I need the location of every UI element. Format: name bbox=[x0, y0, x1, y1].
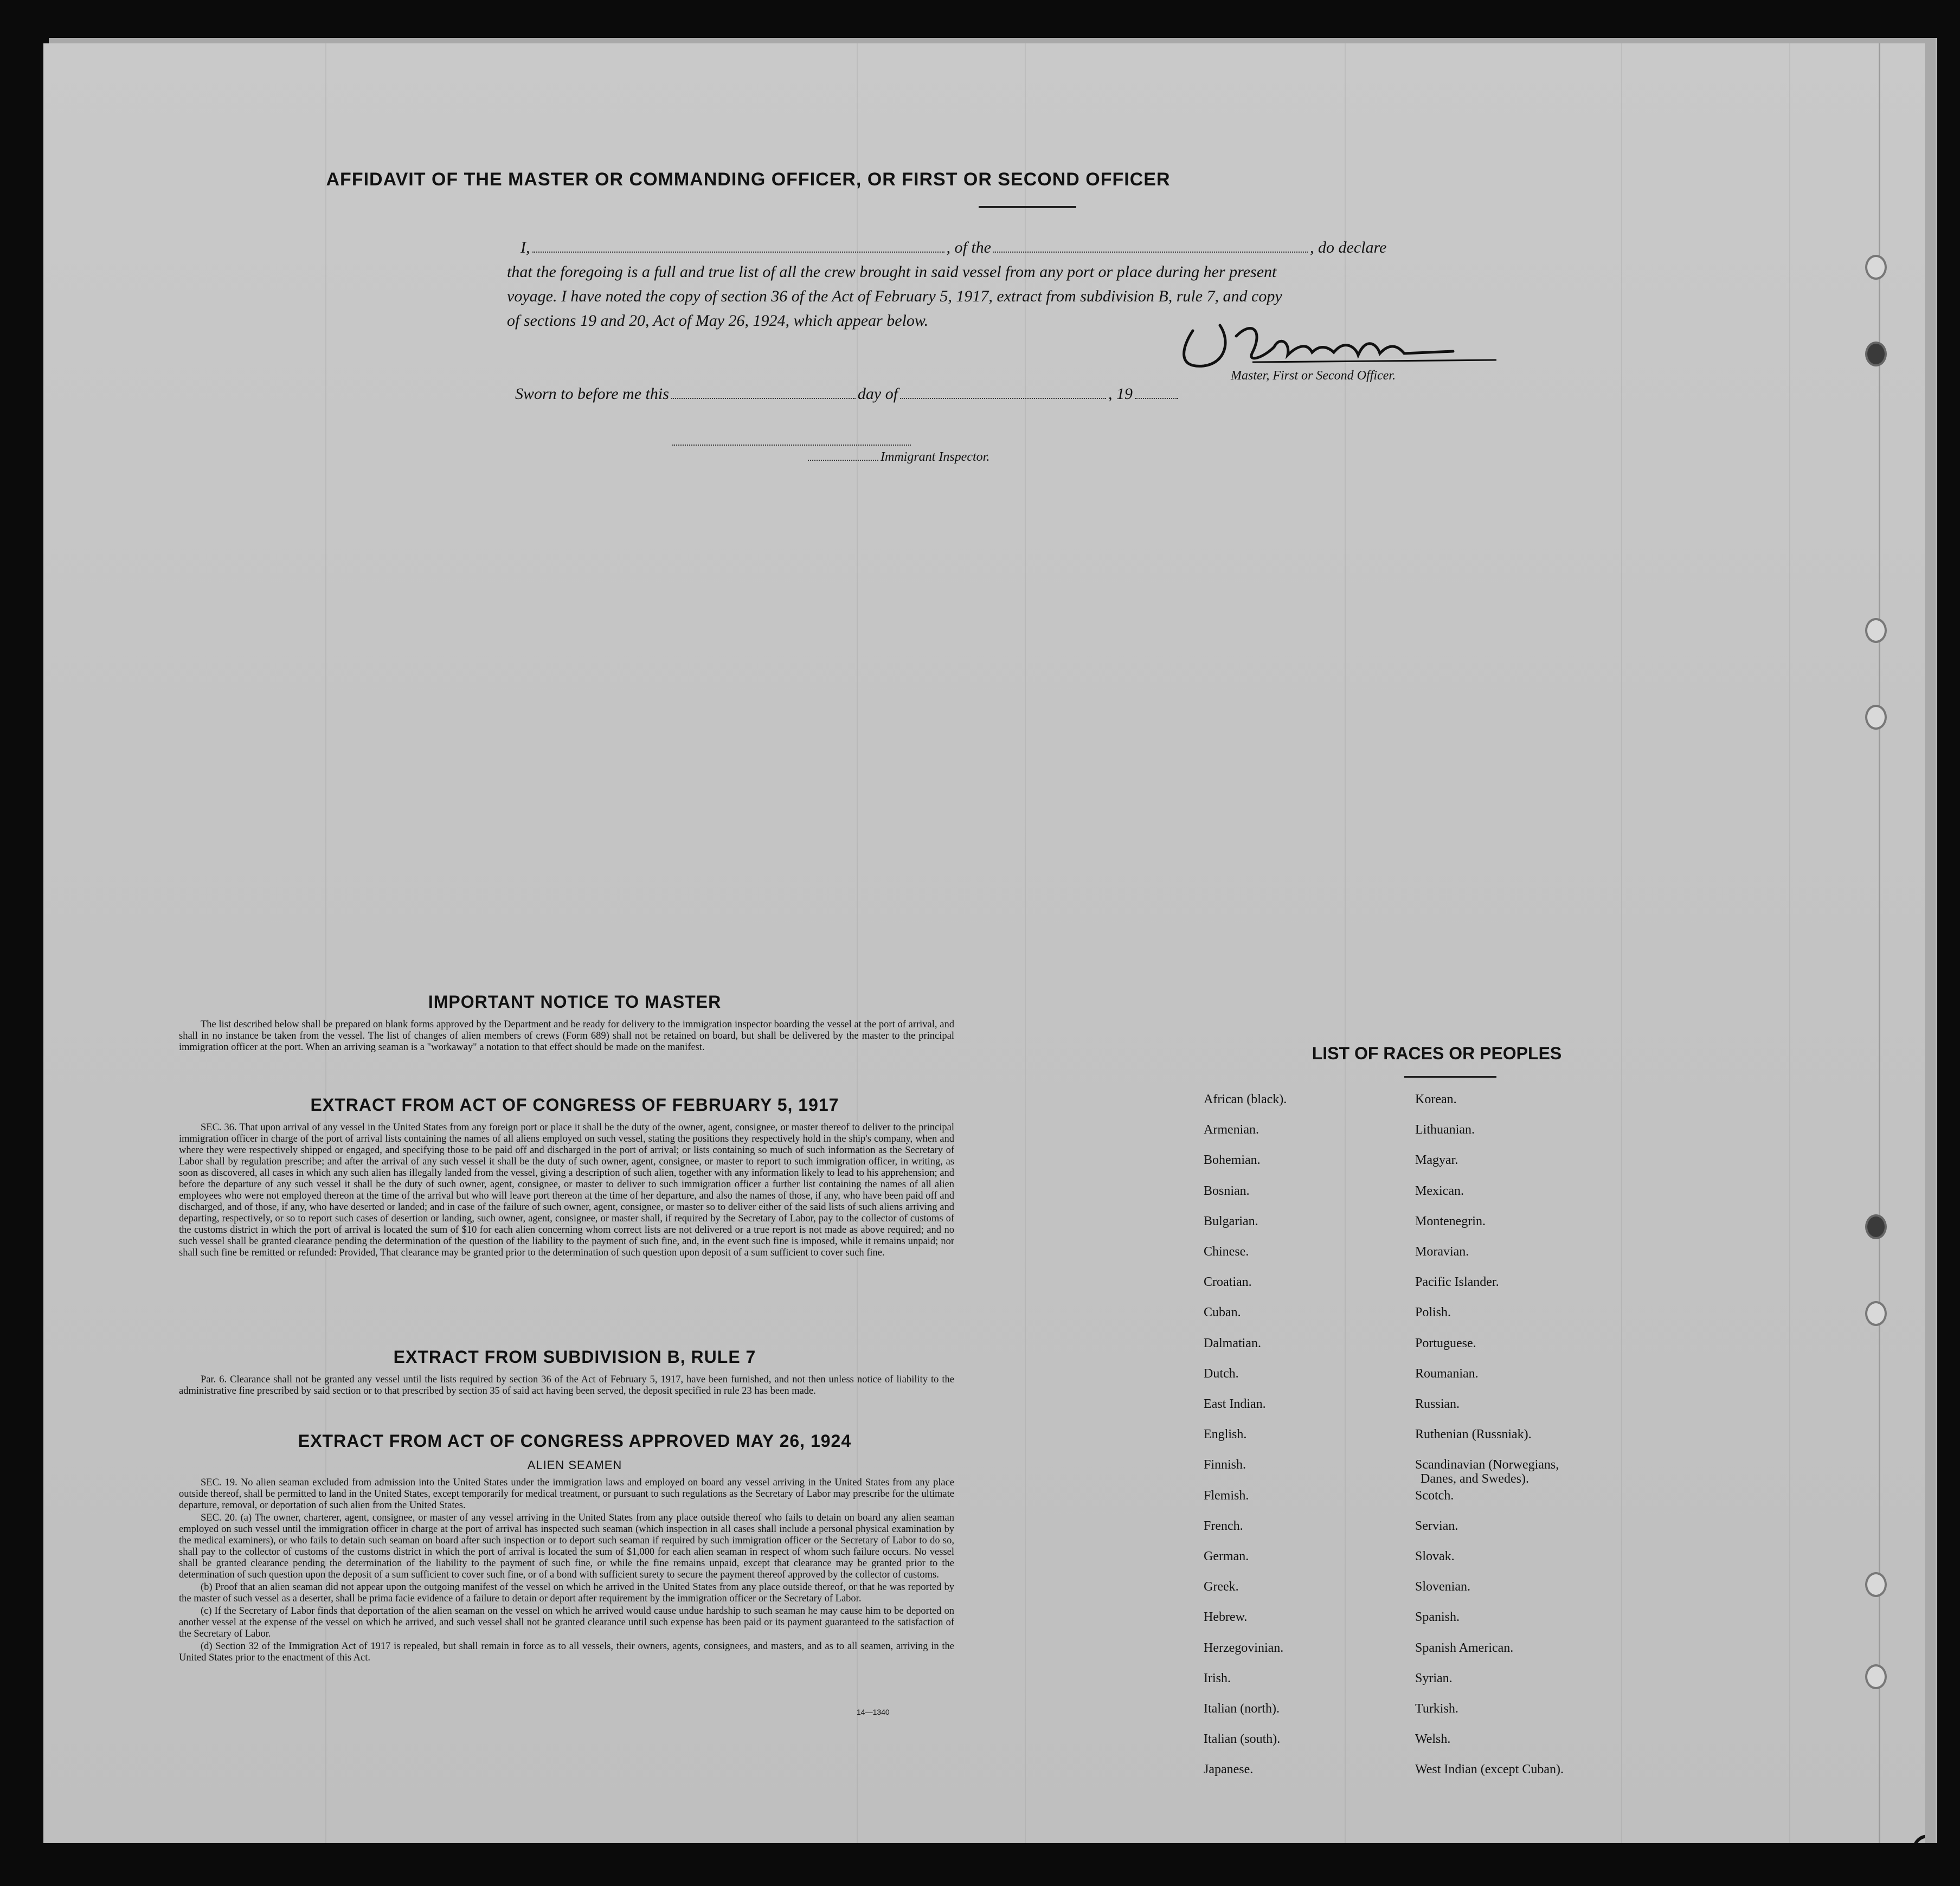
punch-hole bbox=[1865, 618, 1887, 643]
race-item: Chinese. bbox=[1204, 1245, 1249, 1259]
race-item: German. bbox=[1204, 1549, 1249, 1563]
inspector-caption bbox=[808, 450, 989, 465]
affidavit-declare: , do declare bbox=[1310, 239, 1387, 256]
race-item: Spanish American. bbox=[1415, 1640, 1514, 1655]
race-item: French. bbox=[1204, 1518, 1243, 1533]
bleed-through-line bbox=[1789, 43, 1790, 1843]
race-item: Herzegovinian. bbox=[1204, 1640, 1284, 1655]
race-item: Servian. bbox=[1415, 1518, 1458, 1533]
sworn-year: , 19 bbox=[1108, 385, 1133, 403]
race-item: Finnish. bbox=[1204, 1458, 1246, 1472]
inspector-caption-text: Immigrant Inspector. bbox=[881, 450, 990, 464]
race-item: Bosnian. bbox=[1204, 1183, 1250, 1198]
race-item: Korean. bbox=[1415, 1092, 1457, 1106]
punch-hole bbox=[1865, 1301, 1887, 1326]
race-item: Montenegrin. bbox=[1415, 1214, 1486, 1228]
race-item: English. bbox=[1204, 1427, 1247, 1442]
race-item: Mexican. bbox=[1415, 1183, 1464, 1198]
bleed-through-line bbox=[1345, 43, 1346, 1843]
race-item: Turkish. bbox=[1415, 1702, 1458, 1716]
race-item: African (black). bbox=[1204, 1092, 1287, 1106]
rule-7-paragraph: Par. 6. Clearance shall not be granted any vessel until the lists required by section 36 of the Act of February 5, 1917, have been furnished, and not then unless notice of liability to the administrative fine prescribed by said section or to that prescribed by section 35 of said act having been served, the deposit specified in rule 23 has been made. bbox=[179, 1374, 954, 1396]
punch-hole bbox=[1865, 705, 1887, 730]
section-19-paragraph: SEC. 19. No alien seaman excluded from admission into the United States under the immigration laws and employed on board any vessel arriving in the United States from any place outside thereof, shall be permitted to land in the United States, except temporarily for medical treatment, or pursuant to such regulations as the Secretary of Labor may prescribe for the ultimate departure, removal, or deportation of such alien from the United States. bbox=[179, 1477, 954, 1511]
notice-title: IMPORTANT NOTICE TO MASTER bbox=[428, 992, 722, 1012]
race-item: Welsh. bbox=[1415, 1732, 1451, 1747]
race-item: Slovenian. bbox=[1415, 1580, 1470, 1594]
section-20b-paragraph: (b) Proof that an alien seaman did not appear upon the outgoing manifest of the vessel on which he arrived in the United States from any place outside thereof, or that he was reported by the master of such vessel as a deserter, shall be prima facie evidence of a failure to detain or deport after requirement by the immigration officer or the Secretary of Labor. bbox=[179, 1582, 954, 1604]
rule-7-text bbox=[179, 1374, 954, 1398]
race-item: Hebrew. bbox=[1204, 1610, 1248, 1625]
race-item: East Indian. bbox=[1204, 1397, 1266, 1411]
sworn-line bbox=[515, 385, 1180, 403]
vessel-name-field[interactable] bbox=[993, 252, 1308, 253]
race-item: Irish. bbox=[1204, 1671, 1231, 1685]
race-item: Portuguese. bbox=[1415, 1336, 1476, 1350]
sworn-day-field[interactable] bbox=[671, 398, 856, 399]
sworn-day-of: day of bbox=[857, 385, 898, 403]
race-item: Flemish. bbox=[1204, 1488, 1249, 1503]
affidavit-line-4: of sections 19 and 20, Act of May 26, 1924, which appear below. bbox=[507, 312, 929, 330]
race-item: Japanese. bbox=[1204, 1762, 1254, 1777]
race-item: Bulgarian. bbox=[1204, 1214, 1258, 1228]
notice-text bbox=[179, 1019, 954, 1054]
master-name-field[interactable] bbox=[532, 252, 944, 253]
race-item: Dalmatian. bbox=[1204, 1336, 1261, 1350]
notice-paragraph: The list described below shall be prepared on blank forms approved by the Department and be ready for delivery to the immigration inspector boarding the vessel at the port of arrival, and shall in no instance be taken from the vessel. The list of changes of alien members of crews (Form 689) shall not be retained on board, but shall be delivered by the master to the principal immigration officer at the port. When an arriving seaman is a "workaway" a notation to that effect should be made on the manifest. bbox=[179, 1019, 954, 1053]
race-item: Croatian. bbox=[1204, 1275, 1252, 1290]
race-item: Scandinavian (Norwegians, bbox=[1415, 1458, 1559, 1472]
section-20c-paragraph: (c) If the Secretary of Labor finds that deportation of the alien seaman on the vessel on which he arrived would cause undue hardship to such seaman he may cause him to be deported on another vessel at the expense of the vessel on which he arrived, and such vessel shall not be granted clearance until such expense has been paid or its payment guaranteed to the satisfaction of the Secretary of Labor. bbox=[179, 1606, 954, 1639]
race-item: Pacific Islander. bbox=[1415, 1275, 1499, 1290]
form-number: 14—1340 bbox=[857, 1708, 890, 1716]
race-item: Slovak. bbox=[1415, 1549, 1455, 1563]
punch-hole bbox=[1865, 342, 1887, 366]
extract-1917-title: EXTRACT FROM ACT OF CONGRESS OF FEBRUARY 5, 1917 bbox=[310, 1095, 839, 1115]
races-rule bbox=[1404, 1076, 1496, 1078]
race-item: Russian. bbox=[1415, 1397, 1460, 1411]
inspector-dots bbox=[808, 460, 878, 461]
alien-seamen-heading: ALIEN SEAMEN bbox=[527, 1458, 622, 1472]
punch-hole bbox=[1865, 1572, 1887, 1597]
race-item: Magyar. bbox=[1415, 1153, 1458, 1168]
race-item: Danes, and Swedes). bbox=[1421, 1472, 1529, 1486]
affidavit-of-the: , of the bbox=[946, 239, 991, 256]
inspector-signature-line[interactable] bbox=[672, 445, 911, 446]
race-item: Lithuanian. bbox=[1415, 1123, 1475, 1137]
section-20d-paragraph: (d) Section 32 of the Immigration Act of 1917 is repealed, but shall remain in force as to all vessels, their owners, agents, consignees, and masters, and as to all seamen, arriving in the United States prior to the enactment of this Act. bbox=[179, 1641, 954, 1663]
manifest-page bbox=[43, 43, 1925, 1843]
rule-7-title: EXTRACT FROM SUBDIVISION B, RULE 7 bbox=[393, 1347, 756, 1367]
affidavit-line-2: that the foregoing is a full and true list of all the crew brought in said vessel from any port or place during her present bbox=[507, 263, 1277, 281]
punch-hole bbox=[1865, 1664, 1887, 1689]
affidavit-i: I, bbox=[520, 239, 530, 256]
extract-1924-text bbox=[179, 1477, 954, 1665]
affidavit-line-1 bbox=[520, 239, 1386, 257]
race-item: West Indian (except Cuban). bbox=[1415, 1762, 1564, 1777]
race-item: Dutch. bbox=[1204, 1366, 1239, 1381]
race-item: Armenian. bbox=[1204, 1123, 1259, 1137]
race-item: Polish. bbox=[1415, 1305, 1451, 1320]
race-item: Moravian. bbox=[1415, 1245, 1469, 1259]
race-item: Syrian. bbox=[1415, 1671, 1453, 1685]
race-item: Italian (north). bbox=[1204, 1702, 1280, 1716]
race-item: Greek. bbox=[1204, 1580, 1239, 1594]
extract-1917-text bbox=[179, 1122, 954, 1260]
handwritten-page-number bbox=[1903, 1827, 1925, 1843]
race-item: Roumanian. bbox=[1415, 1366, 1479, 1381]
bleed-through-line bbox=[1621, 43, 1622, 1843]
extract-1924-title: EXTRACT FROM ACT OF CONGRESS APPROVED MAY 26, 1924 bbox=[298, 1431, 852, 1451]
signature-caption: Master, First or Second Officer. bbox=[1231, 369, 1396, 383]
affidavit-title: AFFIDAVIT OF THE MASTER OR COMMANDING OFFICER, OR FIRST OR SECOND OFFICER bbox=[326, 169, 1171, 190]
race-item: Cuban. bbox=[1204, 1305, 1241, 1320]
sworn-prefix: Sworn to before me this bbox=[515, 385, 669, 403]
punch-hole bbox=[1865, 255, 1887, 280]
race-item: Bohemian. bbox=[1204, 1153, 1261, 1168]
race-item: Scotch. bbox=[1415, 1488, 1454, 1503]
race-item: Spanish. bbox=[1415, 1610, 1460, 1625]
sworn-year-field[interactable] bbox=[1135, 398, 1178, 399]
bleed-through-line bbox=[1025, 43, 1026, 1843]
race-item: Italian (south). bbox=[1204, 1732, 1281, 1747]
sworn-month-field[interactable] bbox=[900, 398, 1106, 399]
punch-hole bbox=[1865, 1214, 1887, 1239]
title-rule bbox=[979, 206, 1076, 208]
section-36-paragraph: SEC. 36. That upon arrival of any vessel in the United States from any foreign port or place it shall be the duty of the owner, agent, consignee, or master thereof to deliver to the principal immigration officer in charge of the port of arrival lists containing the names of all aliens employed on such vessel, stating the positions they respectively hold in the ship's company, when and where they were respectively shipped or engaged, and specifying those to be paid off and discharged in the port of arrival; or lists containing so much of such information as the Secretary of Labor shall by regulation prescribe; and after the arrival of any such vessel it shall be the duty of such owner, agent, consignee, or master to report to such immigration officer, in writing, as soon as discovered, all cases in which any such alien has illegally landed from the vessel, giving a description of such alien, together with any information likely to lead to his apprehension; and before the departure of any such vessel it shall be the duty of such owner, agent, consignee, or master to deliver to such immigration officer a further list containing the names of all alien employees who were not employed thereon at the time of the arrival but who will leave port thereon at the time of her departure, and also the names of those, if any, who have been paid off and discharged, and of those, if any, who have deserted or landed; and in case of the failure of such owner, agent, consignee, or master so to deliver either of the said lists of such aliens arriving and departing, respectively, or so to report such cases of desertion or landing, such owner, agent, consignee, or master shall, if required by the Secretary of Labor, pay to the collector of customs of the customs district in which the port of arrival is located the sum of $10 for each alien concerning whom correct lists are not delivered or a true report is not made as above required; and no such vessel shall be granted clearance pending the determination of the question of the liability to the payment of such fine, and, in the event such fine is imposed, while it remains unpaid; nor shall such fine be remitted or refunded: Provided, That clearance may be granted prior to the determination of such question upon deposit of a sum sufficient to cover such fine. bbox=[179, 1122, 954, 1258]
affidavit-line-3: voyage. I have noted the copy of section 36 of the Act of February 5, 1917, extract from subdivision B, rule 7, and copy bbox=[507, 287, 1282, 305]
races-title: LIST OF RACES OR PEOPLES bbox=[1312, 1044, 1562, 1063]
section-20a-paragraph: SEC. 20. (a) The owner, charterer, agent, consignee, or master of any vessel arriving in the United States from any place outside thereof who fails to detain on board any alien seaman employed on such vessel until the immigration officer in charge at the port of arrival has inspected such seaman (which inspection in all cases shall include a personal physical examination by the medical examiners), or who fails to detain such seaman on board after such inspection or to deport such seaman if required by such immigration officer or the Secretary of Labor to do so, shall pay to the collector of customs of the customs district in which the port of arrival is located the sum of $1,000 for each alien seaman in respect of whom such failure occurs. No vessel shall be granted clearance pending the determination of the liability to the payment of such fine, or while the fine remains unpaid, except that clearance may be granted prior to the determination of such question upon the deposit of a sum sufficient to cover such fine, or of a bond with sufficient surety to secure the payment thereof approved by the collector of customs. bbox=[179, 1512, 954, 1580]
race-item: Ruthenian (Russniak). bbox=[1415, 1427, 1532, 1442]
